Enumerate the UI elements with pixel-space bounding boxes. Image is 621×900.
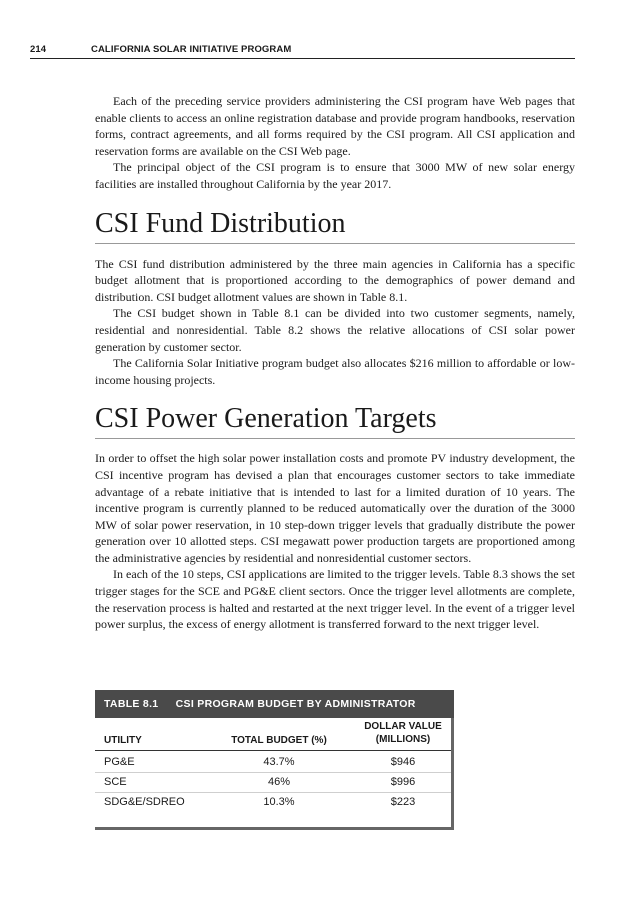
table-title: CSI PROGRAM BUDGET BY ADMINISTRATOR	[175, 698, 416, 710]
paragraph: The CSI fund distribution administered by the three main agencies in California has a specific budget allotment that is proportioned according to the demographics of power demand and distribution. CSI budget allotment values are shown in Table 8.1.	[95, 256, 575, 304]
table-title-bar	[95, 690, 454, 718]
table-row	[95, 773, 451, 793]
cell-budget: 46%	[267, 776, 291, 788]
column-header-dollar-value	[353, 720, 453, 746]
cell-value: $946	[390, 756, 416, 768]
paragraph: The principal object of the CSI program is to ensure that 3000 MW of new solar energy facilities are installed throughout California by the year 2017.	[95, 160, 575, 191]
table-row	[95, 753, 451, 773]
paragraph: The CSI budget shown in Table 8.1 can be divided into two customer segments, namely, residential and nonresidential. Table 8.2 shows the relative allocations of CSI solar power generation by customer sector.	[95, 306, 575, 354]
cell-utility: SDG&E/SDREO	[104, 796, 185, 808]
column-header-dollar-value-line2: (MILLIONS)	[375, 734, 431, 745]
table-header-row	[95, 718, 451, 751]
cell-value: $223	[390, 796, 416, 808]
page-number: 214	[30, 44, 47, 55]
section-heading-fund-distribution: CSI Fund Distribution	[95, 207, 575, 244]
column-header-utility: UTILITY	[104, 735, 142, 746]
cell-utility: SCE	[104, 776, 127, 788]
paragraph: Each of the preceding service providers administering the CSI program have Web pages that enable clients to access an online registration database and provide program handbooks, reservation forms, contract agreements, and all forms required by the CSI program. All CSI application and reservation forms are available on the CSI Web page.	[95, 94, 575, 158]
paragraph: In order to offset the high solar power installation costs and promote PV industry development, the CSI incentive program has devised a plan that encourages customer sectors to take immediate advantage of a rebate initiative that is intended to last for a limited duration of 10 years. The incentive program is currently planned to be reduced automatically over the duration of the 3000 MW of solar power reservation, in 10 step-down trigger levels that gradually distribute the power generation over 10 allotted steps. CSI megawatt power production targets are proportioned among the administrative agencies by residential and nonresidential customer sectors.	[95, 451, 575, 565]
table-number: TABLE 8.1	[104, 698, 159, 710]
page-body	[95, 93, 575, 633]
cell-utility: PG&E	[104, 756, 135, 768]
table-body	[95, 718, 454, 830]
section-heading-power-targets: CSI Power Generation Targets	[95, 402, 575, 439]
budget-table	[95, 690, 454, 830]
table-row	[95, 793, 451, 812]
running-header	[30, 42, 575, 59]
cell-value: $996	[390, 776, 416, 788]
paragraph: The California Solar Initiative program budget also allocates $216 million to affordable or low-income housing projects.	[95, 356, 575, 387]
column-header-dollar-value-line1: DOLLAR VALUE	[364, 721, 442, 732]
column-header-total-budget: TOTAL BUDGET (%)	[231, 735, 327, 746]
cell-budget: 43.7%	[263, 756, 295, 768]
paragraph: In each of the 10 steps, CSI applications are limited to the trigger levels. Table 8.3 shows the set trigger stages for the SCE and PG&E client sectors. Once the trigger level allotments are complete, the reservation process is halted and restarted at the next trigger level. In the event of a trigger level power surplus, the excess of energy allotment is transferred forward to the next trigger level.	[95, 567, 575, 632]
cell-budget: 10.3%	[263, 796, 295, 808]
running-title: CALIFORNIA SOLAR INITIATIVE PROGRAM	[91, 44, 292, 55]
